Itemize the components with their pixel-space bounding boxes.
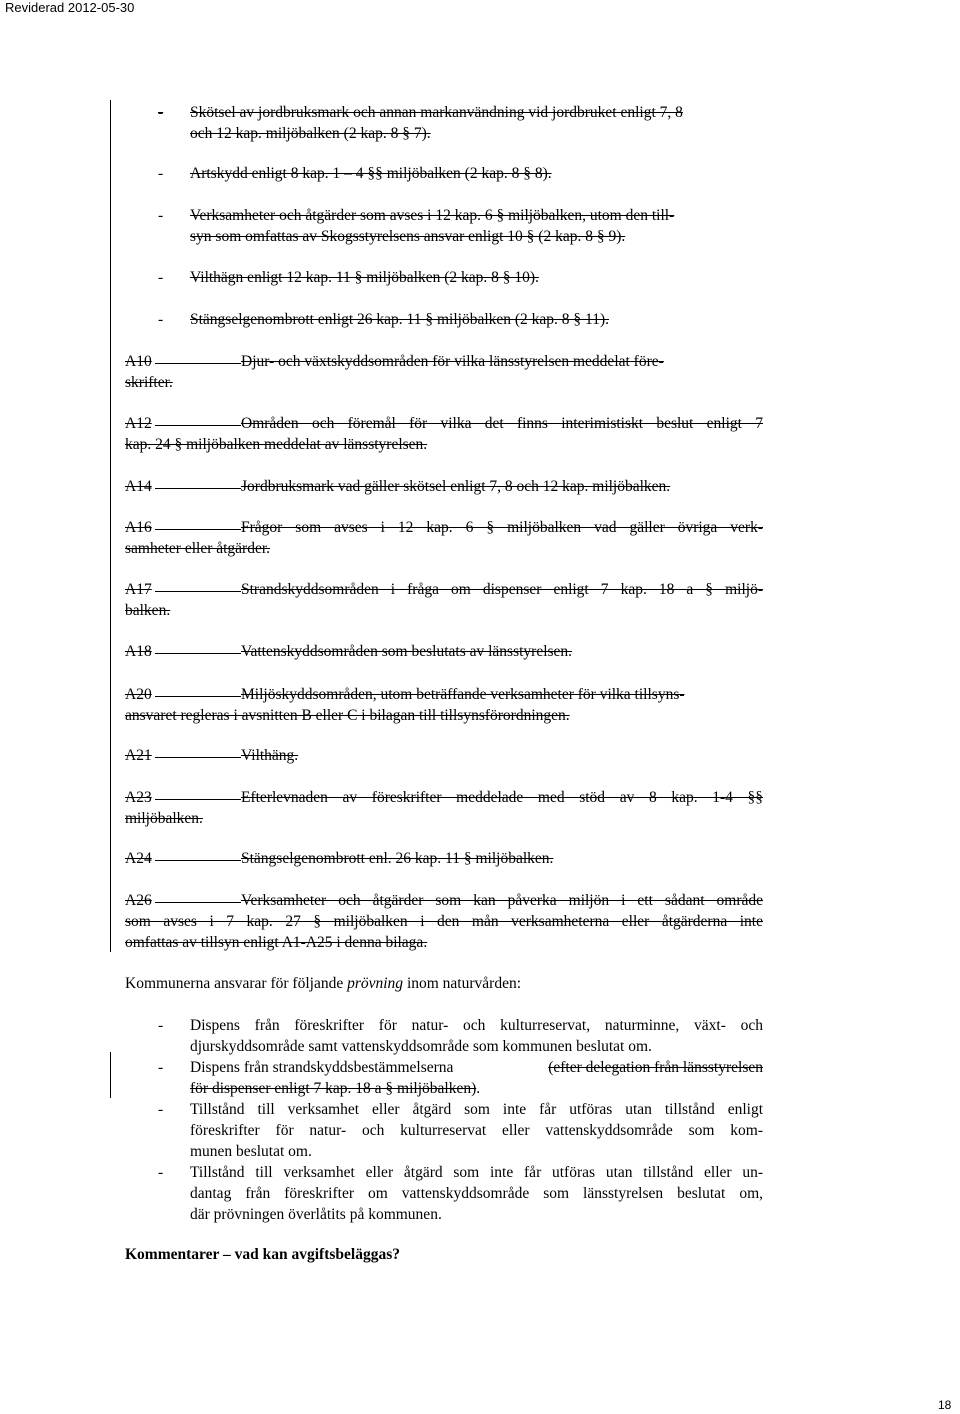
bullet-3-line-3: munen beslutat om. bbox=[190, 1143, 312, 1160]
bullet-dash: - bbox=[158, 104, 164, 121]
code-description: Jordbruksmark vad gäller skötsel enligt 7, 8 och 12 kap. miljöbalken. bbox=[241, 478, 671, 495]
code-strike-fill bbox=[155, 653, 241, 654]
bullet-dash: - bbox=[158, 1059, 164, 1076]
intro-text: Kommunerna ansvarar för följande bbox=[125, 975, 348, 992]
struck-bullet-line: Vilthägn enligt 12 kap. 11 § miljöbalken (2 kap. 8 § 10). bbox=[190, 269, 539, 286]
code-label: A20 bbox=[125, 686, 152, 703]
code-strike-fill bbox=[155, 696, 241, 697]
code-description bbox=[241, 352, 763, 372]
intro-italic: prövning bbox=[347, 975, 404, 992]
code-strike-fill bbox=[155, 902, 241, 903]
intro-paragraph bbox=[125, 974, 521, 994]
bullet-4-line-2-text: dantag från föreskrifter om vattenskyddsområde som länsstyrelsen beslutat om, bbox=[190, 1185, 763, 1202]
code-description-cont: kap. 24 § miljöbalken meddelat av länsstyrelsen. bbox=[125, 436, 428, 453]
bullet-3-line-2 bbox=[190, 1121, 763, 1141]
code-description-text: Frågor som avses i 12 kap. 6 § miljöbalken vad gäller övriga verk- bbox=[241, 519, 763, 536]
code-description bbox=[241, 518, 763, 538]
code-strike-fill bbox=[155, 488, 241, 489]
code-label: A14 bbox=[125, 478, 152, 495]
struck-bullet-line: Artskydd enligt 8 kap. 1 – 4 §§ miljöbalken (2 kap. 8 § 8). bbox=[190, 165, 552, 182]
bullet-dash: - bbox=[158, 207, 164, 224]
code-description bbox=[241, 788, 763, 808]
code-description-cont bbox=[125, 912, 763, 932]
bullet-dash: - bbox=[158, 165, 164, 182]
code-label: A26 bbox=[125, 892, 152, 909]
code-description bbox=[241, 891, 763, 911]
code-description-cont-text: som avses i 7 kap. 27 § miljöbalken i den mån verksamheterna eller åtgärderna inte bbox=[125, 913, 763, 930]
code-strike-fill bbox=[155, 425, 241, 426]
code-description-cont: miljöbalken. bbox=[125, 810, 203, 827]
code-label: A24 bbox=[125, 850, 152, 867]
bullet-dash: - bbox=[158, 1164, 164, 1181]
bullet-1-line-1 bbox=[190, 1016, 763, 1036]
code-description bbox=[241, 685, 763, 705]
bullet-3-line-1 bbox=[190, 1100, 763, 1120]
bullet-3-line-1-text: Tillstånd till verksamhet eller åtgärd som inte får utföras utan tillstånd enligt bbox=[190, 1101, 763, 1118]
code-strike-fill bbox=[155, 591, 241, 592]
bullet-2-line-2 bbox=[190, 1079, 480, 1099]
bullet-2-line-1 bbox=[190, 1058, 763, 1078]
bullet-2-end: . bbox=[476, 1080, 481, 1097]
code-label: A23 bbox=[125, 789, 152, 806]
code-description: Vilthäng. bbox=[241, 747, 299, 764]
struck-bullet-line: Skötsel av jordbruksmark och annan markanvändning vid jordbruket enligt 7, 8 bbox=[190, 104, 683, 121]
change-bar bbox=[110, 100, 111, 952]
intro-text-end: inom naturvården: bbox=[403, 975, 522, 992]
code-description-text: Miljöskyddsområden, utom beträffande verksamheter för vilka tillsyns- bbox=[241, 686, 685, 703]
code-description-cont: balken. bbox=[125, 602, 171, 619]
code-strike-fill bbox=[155, 363, 241, 364]
struck-bullet-line: syn som omfattas av Skogsstyrelsens ansvar enligt 10 § (2 kap. 8 § 9). bbox=[190, 228, 626, 245]
bullet-1-line-2: djurskyddsområde samt vattenskyddsområde som kommunen beslutat om. bbox=[190, 1038, 652, 1055]
code-label: A21 bbox=[125, 747, 152, 764]
code-label: A16 bbox=[125, 519, 152, 536]
bullet-2-struck-text-2: för dispenser enligt 7 kap. 18 a § miljöbalken) bbox=[190, 1080, 477, 1097]
bullet-4-line-1 bbox=[190, 1163, 763, 1183]
code-strike-fill bbox=[155, 757, 241, 758]
code-description-text: Verksamheter och åtgärder som kan påverka miljön i ett sådant område bbox=[241, 892, 763, 909]
code-strike-fill bbox=[155, 799, 241, 800]
struck-bullet-line: och 12 kap. miljöbalken (2 kap. 8 § 7). bbox=[190, 125, 431, 142]
change-bar bbox=[110, 1052, 111, 1098]
bullet-2-text: Dispens från strandskyddsbestämmelserna bbox=[190, 1059, 454, 1076]
bullet-1-line-1-text: Dispens från föreskrifter för natur- och kulturreservat, naturminne, växt- och bbox=[190, 1017, 763, 1034]
code-description-cont: skrifter. bbox=[125, 374, 173, 391]
bullet-dash: - bbox=[158, 269, 164, 286]
bullet-dash: - bbox=[158, 311, 164, 328]
bullet-dash: - bbox=[158, 1101, 164, 1118]
code-description: Vattenskyddsområden som beslutats av länsstyrelsen. bbox=[241, 643, 573, 660]
code-description: Stängselgenombrott enl. 26 kap. 11 § miljöbalken. bbox=[241, 850, 554, 867]
bullet-2-struck-text: (efter delegation från länsstyrelsen bbox=[548, 1059, 763, 1076]
code-description-text: Efterlevnaden av föreskrifter meddelade med stöd av 8 kap. 1-4 §§ bbox=[241, 789, 763, 806]
code-description-cont: samheter eller åtgärder. bbox=[125, 540, 271, 557]
code-label: A18 bbox=[125, 643, 152, 660]
code-strike-fill bbox=[155, 860, 241, 861]
code-strike-fill bbox=[155, 529, 241, 530]
code-description-cont: ansvaret regleras i avsnitten B eller C i bilagan till tillsynsförordningen. bbox=[125, 707, 570, 724]
section-heading: Kommentarer – vad kan avgiftsbeläggas? bbox=[125, 1246, 400, 1263]
code-label: A10 bbox=[125, 353, 152, 370]
page-number: 18 bbox=[938, 1398, 952, 1412]
code-label: A17 bbox=[125, 581, 152, 598]
bullet-3-line-2-text: föreskrifter för natur- och kulturreservat eller vattenskyddsområde som kom- bbox=[190, 1122, 763, 1139]
code-label: A12 bbox=[125, 415, 152, 432]
bullet-dash: - bbox=[158, 1017, 164, 1034]
bullet-4-line-2 bbox=[190, 1184, 763, 1204]
code-description-text: Områden och föremål för vilka det finns interimistiskt beslut enligt 7 bbox=[241, 415, 763, 432]
bullet-4-line-1-text: Tillstånd till verksamhet eller åtgärd som inte får utföras utan tillstånd eller un- bbox=[190, 1164, 763, 1181]
struck-bullet-line: Verksamheter och åtgärder som avses i 12 kap. 6 § miljöbalken, utom den till- bbox=[190, 207, 675, 224]
struck-bullet-line: Stängselgenombrott enligt 26 kap. 11 § miljöbalken (2 kap. 8 § 11). bbox=[190, 311, 610, 328]
revision-date: Reviderad 2012-05-30 bbox=[5, 0, 135, 15]
code-description-text: Strandskyddsområden i fråga om dispenser enligt 7 kap. 18 a § miljö- bbox=[241, 581, 763, 598]
code-description bbox=[241, 580, 763, 600]
bullet-4-line-3: där prövningen överlåtits på kommunen. bbox=[190, 1206, 442, 1223]
code-description bbox=[241, 414, 763, 434]
code-description-text: Djur- och växtskyddsområden för vilka länsstyrelsen meddelat före- bbox=[241, 353, 664, 370]
code-description-cont: omfattas av tillsyn enligt A1-A25 i denna bilaga. bbox=[125, 934, 428, 951]
